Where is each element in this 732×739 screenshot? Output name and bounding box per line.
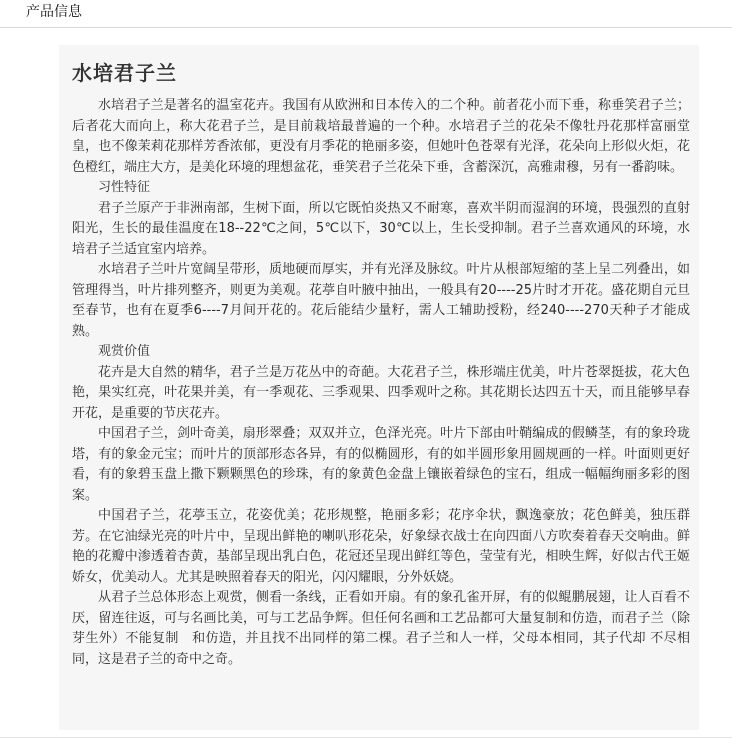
- paragraph-habits: 君子兰原产于非洲南部，生树下面，所以它既怕炎热又不耐寒，喜欢半阴而湿润的环境，畏强烈的直射阳光，生长的最佳温度在18--22℃之间，5℃以下，30℃以上，生长受抑制。君子兰喜欢通风的环境，水培君子兰适宜室内培养。: [72, 200, 690, 257]
- paragraph-intro: 水培君子兰是著名的温室花卉。我国有从欧洲和日本传入的二个种。前者花小而下垂，称垂笑君子兰；后者花大而向上，称大花君子兰，是目前栽培最普遍的一个种。水培君子兰的花朵不像牡丹花那样富丽堂皇，也不像茉莉花那样芳香浓郁，更没有月季花的艳丽多姿，但她叶色苍翠有光泽，花朵向上形似火炬，花色橙红，端庄大方，是美化环境的理想盆花，垂笑君子兰花朵下垂，含蓄深沉，高雅肃穆，另有一番韵味。: [72, 98, 690, 175]
- article-title: 水培君子兰: [72, 61, 177, 85]
- paragraph-leaves: 水培君子兰叶片宽阔呈带形，质地硬而厚实，并有光泽及脉纹。叶片从根部短缩的茎上呈二列叠出，如管理得当，叶片排列整齐，则更为美观。花葶自叶腋中抽出，一般具有20----25片时才开花。盛花期自元旦至春节，也有在夏季6----7月间开花的。花后能结少量籽，需人工辅助授粉，经240----270天种子才能成熟。: [72, 262, 690, 339]
- paragraph-overall-form: 从君子兰总体形态上观赏，侧看一条线，正看如开扇。有的象孔雀开屏，有的似鲲鹏展翅，让人百看不厌，留连往返，可与名画比美，可与工艺品争辉。但任何名画和工艺品都可大量复制和仿造，而君子兰（除芽生外）不能复制 和仿造，并且找不出同样的第二棵。君子兰和人一样，父母本相同，其子代却 不尽相同，这是君子兰的奇中之奇。: [72, 590, 690, 667]
- paragraph-leaf-shape: 中国君子兰，剑叶奇美，扇形翠叠；双双并立，色泽光亮。叶片下部由叶鞘编成的假鳞茎，有的象玲珑塔，有的象金元宝；而叶片的顶部形态各异，有的似椭圆形，有的如半圆形象用圆规画的一样。叶面则更好看，有的象碧玉盘上撒下颗颗黑色的珍珠，有的象黄色金盘上镶嵌着绿色的宝石，组成一幅幅绚丽多彩的图案。: [72, 426, 690, 503]
- paragraph-flowers: 中国君子兰，花葶玉立，花姿优美；花形规整，艳丽多彩；花序伞状，飘逸豪放；花色鲜美，独压群芳。在它油绿光亮的叶片中，呈现出鲜艳的喇叭形花朵，好象绿衣战士在向四面八方吹奏着春天交响曲。鲜艳的花瓣中渗透着杏黄，基部呈现出乳白色，花冠还呈现出鲜红等色，莹莹有光，相映生辉，好似古代王姬娇女，优美动人。尤其是映照着春天的阳光，闪闪耀眼，分外妖娆。: [72, 508, 690, 585]
- article-body: [72, 96, 690, 670]
- header-divider: [0, 27, 732, 28]
- section-heading-habits: 习性特征: [98, 180, 151, 195]
- section-header-label: 产品信息: [26, 4, 82, 20]
- footer-divider: [0, 737, 732, 738]
- paragraph-ornamental: 花卉是大自然的精华，君子兰是万花丛中的奇葩。大花君子兰，株形端庄优美，叶片苍翠挺拔，花大色艳，果实红亮，叶花果并美，有一季观花、三季观果、四季观叶之称。其花期长达四五十天，而且能够早春开花，是重要的节庆花卉。: [72, 364, 690, 421]
- section-heading-ornamental-value: 观赏价值: [98, 344, 151, 359]
